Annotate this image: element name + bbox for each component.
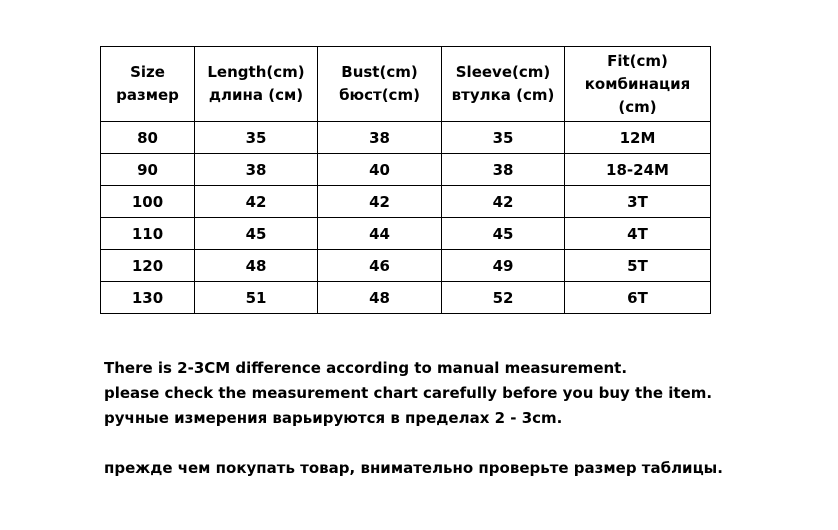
cell-bust: 38 — [318, 122, 442, 154]
cell-sleeve: 52 — [442, 282, 565, 314]
header-sleeve-ru: втулка (cm) — [451, 86, 555, 104]
table-row — [101, 250, 711, 282]
cell-length: 45 — [195, 218, 318, 250]
header-fit-ru: комбинация — [584, 74, 691, 93]
cell-length: 35 — [195, 122, 318, 154]
table-header-row — [101, 47, 711, 122]
cell-bust: 40 — [318, 154, 442, 186]
cell-length: 48 — [195, 250, 318, 282]
cell-length: 42 — [195, 186, 318, 218]
table-row — [101, 122, 711, 154]
cell-size: 90 — [101, 154, 195, 186]
cell-size: 120 — [101, 250, 195, 282]
cell-fit: 3T — [565, 186, 711, 218]
cell-size: 100 — [101, 186, 195, 218]
header-length-ru: длина (см) — [208, 86, 304, 104]
header-size-en: Size — [130, 63, 165, 81]
cell-fit: 18-24M — [565, 154, 711, 186]
note-difference: There is 2-3CM difference according to manual measurement. — [104, 359, 628, 377]
cell-sleeve: 35 — [442, 122, 565, 154]
header-size — [101, 47, 195, 122]
cell-bust: 48 — [318, 282, 442, 314]
cell-sleeve: 49 — [442, 250, 565, 282]
header-fit-unit: (cm) — [618, 97, 657, 116]
header-sleeve-en: Sleeve(cm) — [455, 63, 551, 81]
header-sleeve — [442, 47, 565, 122]
cell-size: 80 — [101, 122, 195, 154]
cell-bust: 42 — [318, 186, 442, 218]
header-size-ru: размер — [116, 86, 179, 104]
cell-bust: 44 — [318, 218, 442, 250]
header-fit-en: Fit(cm) — [607, 51, 668, 70]
note-check-chart: please check the measurement chart carefully before you buy the item. — [104, 384, 713, 402]
size-chart-table — [100, 46, 711, 314]
cell-size: 110 — [101, 218, 195, 250]
note-ru-measurement: ручные измерения варьируются в пределах 2 - 3cm. — [104, 409, 563, 427]
header-length — [195, 47, 318, 122]
cell-sleeve: 38 — [442, 154, 565, 186]
cell-fit: 4T — [565, 218, 711, 250]
cell-bust: 46 — [318, 250, 442, 282]
cell-size: 130 — [101, 282, 195, 314]
table-row — [101, 186, 711, 218]
table-row — [101, 282, 711, 314]
header-bust-en: Bust(cm) — [341, 63, 418, 81]
header-fit — [565, 47, 711, 122]
cell-fit: 12M — [565, 122, 711, 154]
cell-length: 51 — [195, 282, 318, 314]
header-length-en: Length(cm) — [207, 63, 305, 81]
cell-fit: 6T — [565, 282, 711, 314]
cell-sleeve: 42 — [442, 186, 565, 218]
header-bust — [318, 47, 442, 122]
table-row — [101, 218, 711, 250]
note-ru-check: прежде чем покупать товар, внимательно проверьте размер таблицы. — [104, 459, 723, 477]
table-row — [101, 154, 711, 186]
cell-length: 38 — [195, 154, 318, 186]
measurement-notes — [104, 356, 723, 481]
cell-fit: 5T — [565, 250, 711, 282]
cell-sleeve: 45 — [442, 218, 565, 250]
header-bust-ru: бюст(cm) — [339, 86, 420, 104]
